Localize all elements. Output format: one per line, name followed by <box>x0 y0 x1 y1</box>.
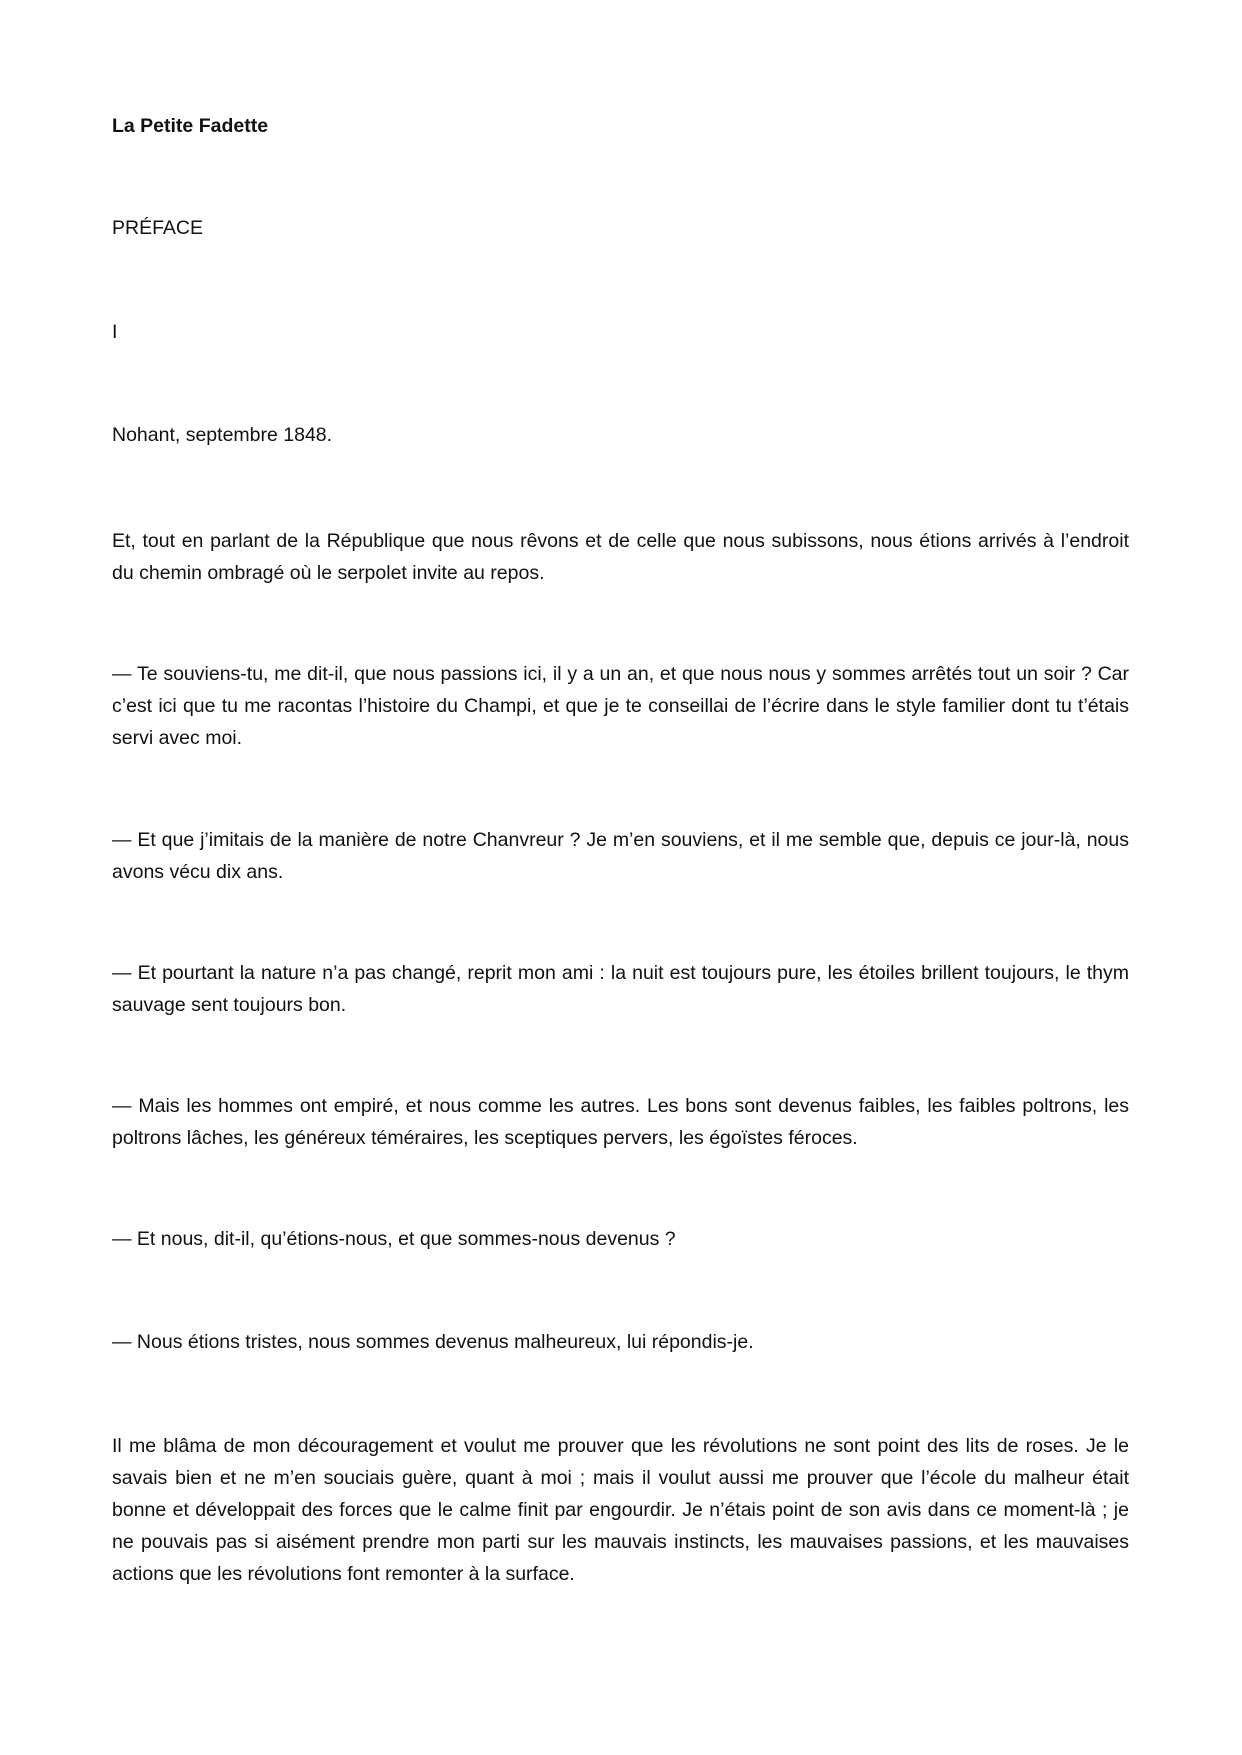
paragraph: — Nous étions tristes, nous sommes devenus malheureux, lui répondis-je. <box>112 1331 754 1353</box>
section-heading: PRÉFACE <box>112 217 204 239</box>
paragraph: — Te souviens-tu, me dit-il, que nous passions ici, il y a un an, et que nous nous y sommes arrêtés tout un soir ? Car c’est ici que tu me racontas l’histoire du Champi, et que je te conseillai de l’écrire dans le style familier dont tu t’étais servi avec moi. <box>112 663 1129 749</box>
paragraph: — Et nous, dit-il, qu’étions-nous, et que sommes-nous devenus ? <box>112 1228 676 1250</box>
paragraph: Et, tout en parlant de la République que nous rêvons et de celle que nous subissons, nous étions arrivés à l’endroit du chemin ombragé où le serpolet invite au repos. <box>112 530 1129 584</box>
chapter-number: I <box>112 321 118 343</box>
paragraph: — Mais les hommes ont empiré, et nous comme les autres. Les bons sont devenus faibles, les faibles poltrons, les poltrons lâches, les généreux téméraires, les sceptiques pervers, les égoïstes féroces. <box>112 1095 1129 1149</box>
paragraph: — Et pourtant la nature n’a pas changé, reprit mon ami : la nuit est toujours pure, les étoiles brillent toujours, le thym sauvage sent toujours bon. <box>112 962 1129 1016</box>
document-title: La Petite Fadette <box>112 115 269 137</box>
paragraph: — Et que j’imitais de la manière de notre Chanvreur ? Je m’en souviens, et il me semble que, depuis ce jour-là, nous avons vécu dix ans. <box>112 829 1129 883</box>
dateline: Nohant, septembre 1848. <box>112 424 333 446</box>
paragraph: Il me blâma de mon découragement et voulut me prouver que les révolutions ne sont point des lits de roses. Je le savais bien et ne m’en souciais guère, quant à moi ; mais il voulut aussi me prouver que l’école du malheur était bonne et développait des forces que le calme finit par engourdir. Je n’étais point de son avis dans ce moment-là ; je ne pouvais pas si aisément prendre mon parti sur les mauvais instincts, les mauvaises passions, et les mauvaises actions que les révolutions font remonter à la surface. <box>112 1435 1129 1585</box>
